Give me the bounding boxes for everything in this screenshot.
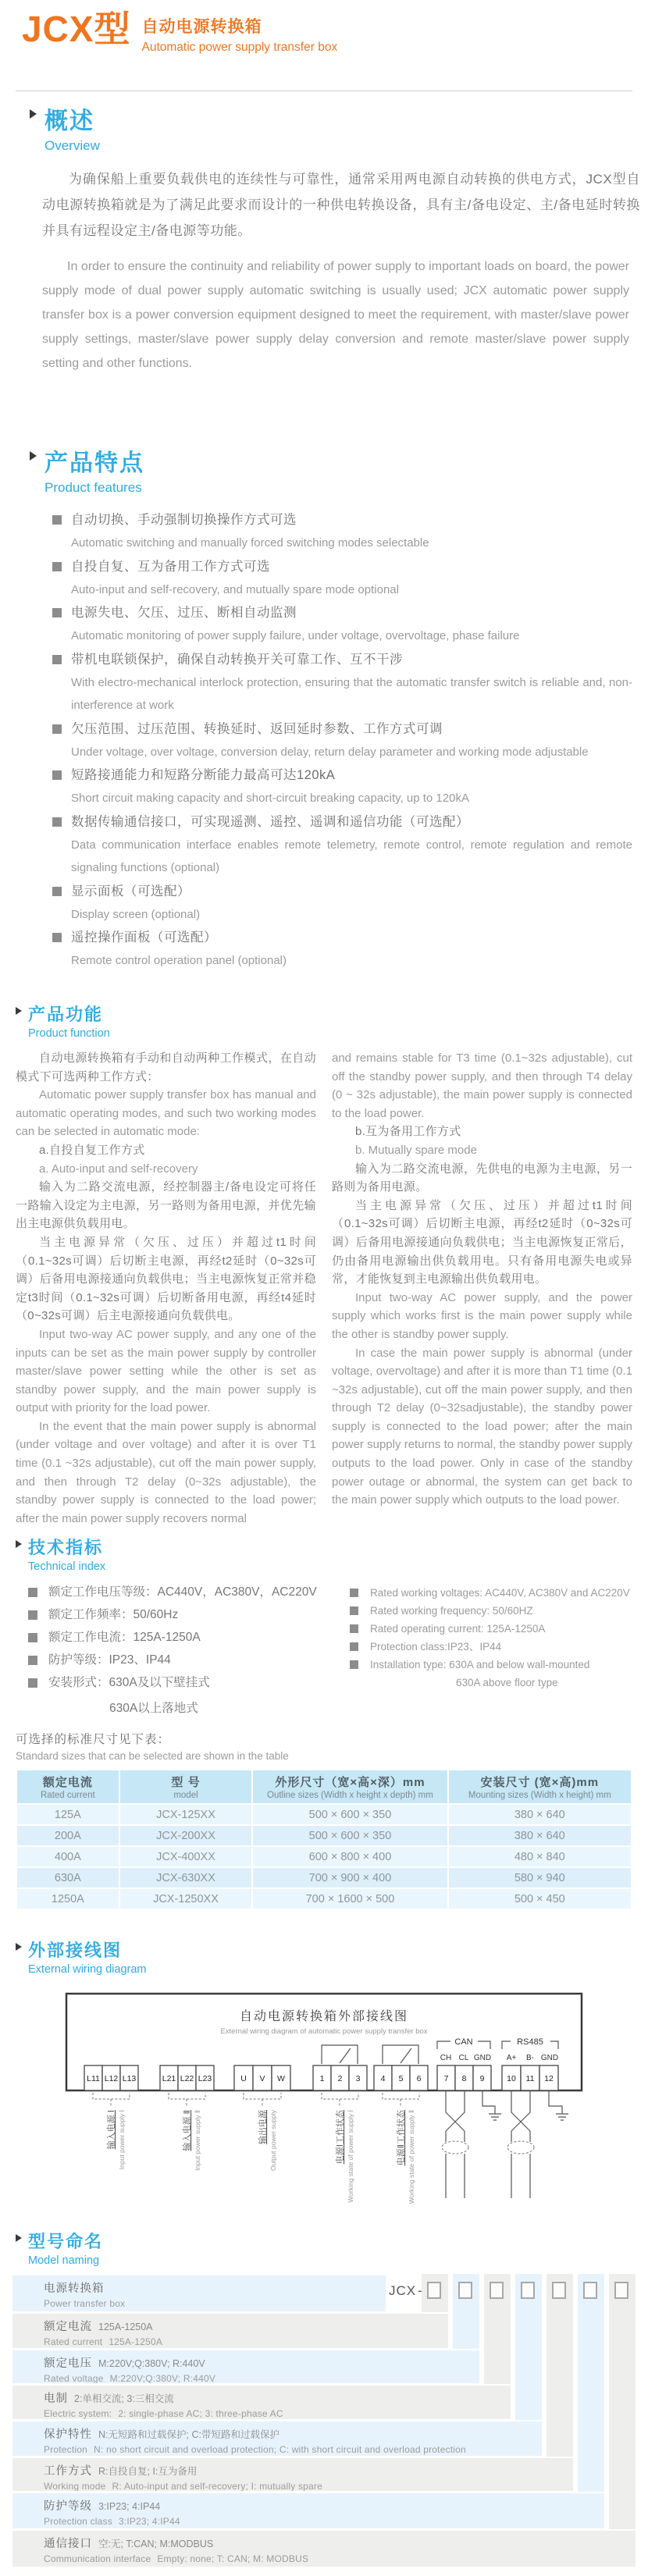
- cell-mounting-size: 580 × 940: [448, 1867, 632, 1888]
- ladder-row: 电源转换箱 Power transfer box: [12, 2275, 386, 2311]
- group-bracket: [93, 2093, 130, 2107]
- pin-cl: CL: [458, 2054, 469, 2062]
- square-bullet-icon: [350, 1660, 358, 1669]
- terminal-label: L13: [122, 2074, 137, 2083]
- feature-zh: 遥控操作面板（可选配）: [71, 930, 217, 945]
- terminal-label: 12: [544, 2074, 554, 2083]
- feature-zh: 自投自复、互为备用工作方式可选: [71, 559, 270, 574]
- square-bullet-icon: [28, 1656, 37, 1665]
- square-bullet-icon: [350, 1624, 358, 1633]
- cell-model: JCX-400XX: [119, 1846, 253, 1867]
- feature-en: Under voltage, over voltage, conversion delay, return delay parameter and working mode adjustable: [71, 745, 589, 759]
- model-code-box: [490, 2282, 504, 2299]
- product-title-en: Automatic power supply transfer box: [141, 41, 338, 54]
- terminal-label: U: [240, 2074, 247, 2083]
- cell-rated-current: 1250A: [16, 1888, 119, 1909]
- diagram-title-zh: 自动电源转换箱外部接线图: [239, 2010, 409, 2023]
- group-label-zh: 输入电源 Ⅰ: [107, 2110, 116, 2150]
- terminal-label: 2: [337, 2074, 343, 2083]
- ladder-row: 工作方式 R:自投自复; I:互为备用 Working mode R: Auto-input and self-recovery; I: mutually spare: [12, 2458, 573, 2491]
- twisted-pair-can: [442, 2090, 501, 2198]
- cell-outline-size: 700 × 1600 × 500: [252, 1888, 447, 1909]
- group-label-zh: 输出电源: [258, 2110, 268, 2144]
- wiring-heading-zh: 外部接线图: [28, 1941, 123, 1960]
- cell-rated-current: 400A: [16, 1846, 119, 1867]
- function-paragraph: a.自投自复工作方式: [39, 1143, 145, 1157]
- ladder-row: 额定电流 125A-1250A Rated current 125A-1250A: [12, 2314, 448, 2348]
- pin-ch: CH: [440, 2054, 452, 2062]
- function-paragraph: a. Auto-input and self-recovery: [39, 1162, 198, 1176]
- sizes-note-zh: 可选择的标准尺寸见下表：: [16, 1733, 171, 1746]
- group-bracket: [322, 2093, 358, 2107]
- ladder-column: [609, 2274, 636, 2529]
- square-bullet-icon: [52, 887, 62, 896]
- feature-item: [42, 648, 632, 717]
- cell-model: JCX-630XX: [119, 1867, 253, 1888]
- function-paragraph: Input two-way AC power supply, and any one of the inputs can be set as the main power supply by controller master/slave power setting while the other is set as standby power supply, and the main power supply is output with priority for the load power.: [16, 1327, 316, 1415]
- technical-heading-zh: 技术指标: [28, 1538, 104, 1557]
- technical-heading-en: Technical index: [28, 1560, 106, 1573]
- section-naming: [16, 2229, 632, 2267]
- ladder-row: 通信接口 空:无; T:CAN; M:MODBUS Communication interface Empty: none; T: CAN; M: MODBUS: [12, 2531, 636, 2567]
- cell-rated-current: 630A: [16, 1867, 119, 1888]
- group-label-en: Input power supply Ⅰ: [118, 2110, 126, 2170]
- can-label: CAN: [454, 2037, 473, 2047]
- feature-item: [42, 880, 632, 927]
- table-row: [16, 1846, 632, 1867]
- technical-item: 安装形式：630A及以下壁挂式: [28, 1676, 340, 1690]
- features-heading-en: Product features: [45, 480, 142, 495]
- feature-en: Data communication interface enables remote telemetry, remote control, remote regulation and remote signaling functions (optional): [71, 838, 632, 874]
- feature-en: Auto-input and self-recovery, and mutually spare mode optional: [71, 582, 399, 596]
- terminal-label: V: [259, 2074, 265, 2083]
- naming-heading-en: Model naming: [28, 2254, 100, 2267]
- feature-en: Display screen (optional): [71, 907, 201, 921]
- model-code-box: [552, 2282, 566, 2299]
- technical-item: 额定工作频率：50/60Hz: [28, 1608, 340, 1622]
- features-list: [42, 508, 632, 973]
- square-bullet-icon: [52, 770, 62, 780]
- cell-mounting-size: 480 × 840: [448, 1846, 632, 1867]
- square-bullet-icon: [52, 562, 62, 571]
- cell-model: JCX-200XX: [119, 1825, 253, 1846]
- model-code-box: [427, 2282, 441, 2299]
- wiring-diagram: [47, 1989, 601, 2223]
- function-paragraph: 当主电源异常（欠压、过压）并超过t1时间（0.1~32s可调）后切断主电源，再经t2延时（0~32s可调）后备用电源接通向负载供电；当主电源恢复正常并稳定t3时间（0.1~32s可调）后切断备用电源，再经t4延时（0~32s可调）后主电源接通向负载供电。: [16, 1235, 316, 1323]
- terminal-label: 7: [443, 2074, 449, 2083]
- technical-item: Installation type: 630A and below wall-mounted: [350, 1659, 632, 1671]
- technical-item: Rated operating current: 125A-1250A: [350, 1623, 632, 1635]
- function-left-column: [16, 1049, 316, 1528]
- technical-item: 防护等级：IP23、IP44: [28, 1653, 340, 1667]
- square-bullet-icon: [52, 655, 62, 664]
- feature-en: Remote control operation panel (optional): [71, 954, 287, 967]
- pin-gnd: GND: [473, 2054, 492, 2062]
- terminal-label: L21: [162, 2074, 176, 2083]
- overview-heading-zh: 概述: [45, 109, 94, 134]
- group-label-en: Working state of power supply Ⅱ: [408, 2110, 415, 2204]
- cell-mounting-size: 500 × 450: [448, 1888, 632, 1909]
- column-header: 型 号 model: [119, 1770, 253, 1804]
- wiring-heading-en: External wiring diagram: [28, 1963, 147, 1976]
- function-paragraph: 当主电源异常（欠压、过压）并超过t1时间（0.1~32s可调）后切断主电源，再经t2延时（0~32s可调）后备用电源接通向负载供电；当主电源恢复正常后，仍由备用电源输出供负载用电。只有备用电源失电或异常，才能恢复到主电源输出供负载用电。: [332, 1198, 632, 1286]
- cell-outline-size: 500 × 600 × 350: [252, 1804, 447, 1825]
- feature-en: Short circuit making capacity and short-circuit breaking capacity, up to 120kA: [71, 792, 469, 805]
- model-naming-ladder: [12, 2274, 636, 2572]
- overview-paragraph-en: In order to ensure the continuity and reliability of power supply to important loads on board, the power supply mode of dual power supply automatic switching is usually used; JCX automatic power supply transfer box is a power conversion equipment designed to meet the requirement, with master/slave power supply settings, master/slave power supply delay conversion and remote master/slave power supply setting and other functions.: [42, 260, 629, 370]
- overview-heading-en: Overview: [45, 138, 100, 153]
- terminal-label: 10: [507, 2074, 516, 2083]
- section-features: [30, 443, 632, 973]
- feature-en: Automatic monitoring of power supply failure, under voltage, overvoltage, phase failure: [71, 629, 520, 642]
- cell-mounting-size: 380 × 640: [448, 1825, 632, 1846]
- technical-item-extra: 630A以上落地式: [109, 1702, 198, 1715]
- table-row: [16, 1888, 632, 1909]
- group-label-zh: 电源Ⅱ工作状态: [397, 2110, 406, 2166]
- group-label-en: Input power supply Ⅱ: [194, 2110, 201, 2171]
- square-bullet-icon: [52, 515, 62, 525]
- feature-item: [42, 555, 632, 602]
- pin-gnd: GND: [540, 2054, 559, 2062]
- feature-zh: 数据传输通信接口，可实现遥测、遥控、遥调和遥信功能（可选配）: [71, 814, 469, 829]
- feature-zh: 带机电联锁保护，确保自动转换开关可靠工作、互不干涉: [71, 652, 403, 667]
- terminal-label: 8: [461, 2074, 467, 2083]
- function-paragraph: Automatic power supply transfer box has manual and automatic operating modes, and such two working modes can be selected in automatic mode:: [16, 1088, 316, 1139]
- cell-mounting-size: 380 × 640: [448, 1804, 632, 1825]
- function-paragraph: 输入为二路交流电源，先供电的电源为主电源，另一路则为备用电源。: [332, 1162, 632, 1194]
- product-model: JCX型: [22, 9, 131, 49]
- model-code-box: [614, 2282, 628, 2299]
- terminal-label: 1: [319, 2074, 325, 2083]
- feature-item: [42, 717, 632, 764]
- table-row: [16, 1804, 632, 1825]
- sizes-note: [16, 1730, 289, 1762]
- feature-zh: 欠压范围、过压范围、转换延时、返回延时参数、工作方式可调: [71, 721, 443, 736]
- group-bracket: [383, 2093, 419, 2107]
- cell-model: JCX-125XX: [119, 1804, 253, 1825]
- section-overview: [30, 101, 640, 375]
- feature-item: [42, 810, 632, 880]
- square-bullet-icon: [28, 1633, 37, 1642]
- terminal-label: L23: [198, 2074, 212, 2083]
- function-paragraph: In case the main power supply is abnormal (under voltage, overvoltage) and after it is more than T1 time (0.1 ~32s adjustable), cut off the main power supply, and then through T2 delay (0~32sadjustable), the standby power supply is connected to the load power; after the main power supply returns to normal, the standby power supply outputs to the load power. Only in case of the standby power outage or abnormal, the system can get back to the main power supply which outputs to the load power.: [332, 1346, 632, 1507]
- triangle-icon: [16, 2234, 22, 2242]
- cell-model: JCX-1250XX: [119, 1888, 253, 1909]
- technical-right-column: [350, 1587, 632, 1688]
- terminal-label: 11: [525, 2074, 535, 2083]
- model-code-box: [458, 2282, 472, 2299]
- function-right-column: [332, 1049, 632, 1528]
- feature-item: [42, 926, 632, 973]
- sizes-note-en: Standard sizes that can be selected are shown in the table: [16, 1750, 289, 1762]
- terminal-label: L11: [87, 2074, 100, 2083]
- ladder-row: 防护等级 3:IP23; 4:IP44 Protection class 3:IP23; 4:IP44: [12, 2493, 604, 2528]
- column-header: 外形尺寸（宽×高×深）mm Outline sizes (Width x height x depth) mm: [252, 1770, 447, 1804]
- terminal-label: 5: [398, 2074, 404, 2083]
- terminal-label: L12: [104, 2074, 119, 2083]
- terminal-label: W: [277, 2074, 285, 2083]
- cell-outline-size: 600 × 800 × 400: [252, 1846, 447, 1867]
- function-paragraph: b. Mutually spare mode: [355, 1143, 477, 1157]
- pin-a-plus: A+: [506, 2054, 517, 2062]
- terminal-label: 4: [380, 2074, 386, 2083]
- technical-left-column: [28, 1585, 340, 1716]
- ground-icon: [556, 2114, 568, 2120]
- group-bracket: [244, 2093, 281, 2107]
- square-bullet-icon: [350, 1642, 358, 1651]
- square-bullet-icon: [28, 1588, 37, 1597]
- features-heading-zh: 产品特点: [45, 450, 144, 476]
- product-header: [22, 9, 337, 55]
- section-function: [16, 1002, 632, 1528]
- feature-item: [42, 508, 632, 555]
- ladder-row: 额定电压 M:220V;Q:380V; R:440V Rated voltage M:220V;Q:380V; R:440V: [12, 2350, 479, 2383]
- square-bullet-icon: [52, 933, 62, 942]
- ladder-row: 保护特性 N:无短路和过载保护; C:带短路和过载保护 Protection N: no short circuit and overload protection; C: with short circuit and overload protection: [12, 2421, 542, 2456]
- triangle-icon: [16, 1943, 22, 1951]
- triangle-icon: [16, 1540, 22, 1548]
- group-label-zh: 电源Ⅰ工作状态: [336, 2110, 345, 2165]
- cell-outline-size: 700 × 900 × 400: [252, 1867, 447, 1888]
- ladder-column: [547, 2274, 573, 2457]
- group-label-zh: 输入电源 Ⅱ: [183, 2110, 192, 2151]
- standard-sizes-table: [16, 1769, 632, 1910]
- cell-rated-current: 200A: [16, 1825, 119, 1846]
- triangle-icon: [30, 451, 37, 461]
- terminal-label: 6: [416, 2074, 422, 2083]
- feature-item: [42, 601, 632, 648]
- group-label-en: Working state of power supply Ⅰ: [347, 2110, 354, 2203]
- feature-en: Automatic switching and manually forced switching modes selectable: [71, 536, 429, 550]
- function-paragraph: 自动电源转换箱有手动和自动两种工作模式，在自动模式下可选两种工作方式：: [16, 1051, 316, 1083]
- square-bullet-icon: [350, 1606, 358, 1615]
- column-header: 安装尺寸 (宽×高)mm Mounting sizes (Width x height) mm: [448, 1770, 632, 1804]
- technical-item: 额定工作电流：125A-1250A: [28, 1631, 340, 1645]
- twisted-pair-rs485: [507, 2090, 568, 2198]
- feature-item: [42, 763, 632, 810]
- table-row: [16, 1825, 632, 1846]
- feature-zh: 短路接通能力和短路分断能力最高可达120kA: [71, 768, 336, 782]
- model-dash: -: [418, 2283, 422, 2298]
- square-bullet-icon: [28, 1678, 37, 1688]
- square-bullet-icon: [52, 608, 62, 617]
- cell-outline-size: 500 × 600 × 350: [252, 1825, 447, 1846]
- function-paragraph: and remains stable for T3 time (0.1~32s adjustable), cut off the standby power supply, and then through T4 delay (0 ~ 32s adjustable), the main power supply is connected to the load power.: [332, 1051, 632, 1120]
- technical-item: 额定工作电压等级：AC440V，AC380V，AC220V: [28, 1585, 340, 1599]
- terminal-label: 9: [479, 2074, 485, 2083]
- square-bullet-icon: [52, 724, 62, 734]
- function-heading-en: Product function: [28, 1027, 110, 1040]
- pin-b-minus: B-: [526, 2054, 534, 2062]
- function-paragraph: In the event that the main power supply is abnormal (under voltage and over voltage) and after it is over T1 time (0.1 ~32s adjustable), cut off the main power supply, and then through T2 delay (0~32s adjustable), the standby power supply is connected to the load power; after the main power supply recovers normal: [16, 1419, 316, 1525]
- feature-zh: 显示面板（可选配）: [71, 884, 190, 898]
- ground-icon: [489, 2114, 501, 2120]
- model-code-box: [583, 2282, 597, 2299]
- feature-zh: 自动切换、手动强制切换操作方式可选: [71, 513, 297, 527]
- group-label-en: Output power supply: [269, 2110, 277, 2171]
- function-paragraph: b.互为备用工作方式: [355, 1125, 461, 1139]
- triangle-icon: [30, 109, 37, 119]
- technical-item: Rated working frequency: 50/60HZ: [350, 1605, 632, 1617]
- column-header: 额定电流 Rated current: [16, 1770, 119, 1804]
- naming-heading-zh: 型号命名: [28, 2232, 104, 2251]
- triangle-icon: [16, 1007, 22, 1015]
- technical-item: Rated working voltages: AC440V, AC380V and AC220V: [350, 1587, 632, 1599]
- overview-paragraph-zh: 为确保船上重要负载供电的连续性与可靠性，通常采用两电源自动转换的供电方式，JCX型自动电源转换箱就是为了满足此要求而设计的一种供电转换设备，具有主/备电设定、主/备电延时转换并具有远程设定主/备电源等功能。: [42, 172, 640, 238]
- feature-en: With electro-mechanical interlock protection, ensuring that the automatic transfer switch is reliable and, non-interference at work: [71, 675, 632, 712]
- terminal-label: 3: [355, 2074, 361, 2083]
- cell-rated-current: 125A: [16, 1804, 119, 1825]
- square-bullet-icon: [350, 1589, 358, 1597]
- square-bullet-icon: [52, 817, 62, 827]
- group-bracket: [169, 2093, 205, 2107]
- terminal-label: L22: [180, 2074, 194, 2083]
- technical-item: Protection class:IP23、IP44: [350, 1641, 632, 1653]
- table-header-row: [16, 1770, 632, 1804]
- function-heading-zh: 产品功能: [28, 1005, 104, 1024]
- rs485-label: RS485: [517, 2037, 543, 2047]
- model-prefix: JCX: [389, 2283, 417, 2298]
- function-paragraph: Input two-way AC power supply, and the power supply which works first is the main power supply while the other is standby power supply.: [332, 1290, 632, 1341]
- table-row: [16, 1867, 632, 1888]
- diagram-title-en: External wiring diagram of automatic power supply transfer box: [220, 2027, 428, 2036]
- model-code-box: [521, 2282, 535, 2299]
- ladder-column: [578, 2274, 604, 2492]
- product-title-zh: 自动电源转换箱: [141, 18, 262, 36]
- square-bullet-icon: [28, 1610, 37, 1620]
- technical-item-extra: 630A above floor type: [456, 1677, 558, 1688]
- function-paragraph: 输入为二路交流电源，经控制器主/备电设定可将任一路输入设定为主电源，另一路则为备用电源，并优先输出主电源供负载用电。: [16, 1180, 316, 1231]
- ladder-row: 电制 2:单相交流; 3:三相交流 Electric system: 2: single-phase AC; 3: three-phase AC: [12, 2386, 511, 2419]
- feature-zh: 电源失电、欠压、过压、断相自动监测: [71, 606, 297, 620]
- section-wiring: [16, 1937, 632, 1976]
